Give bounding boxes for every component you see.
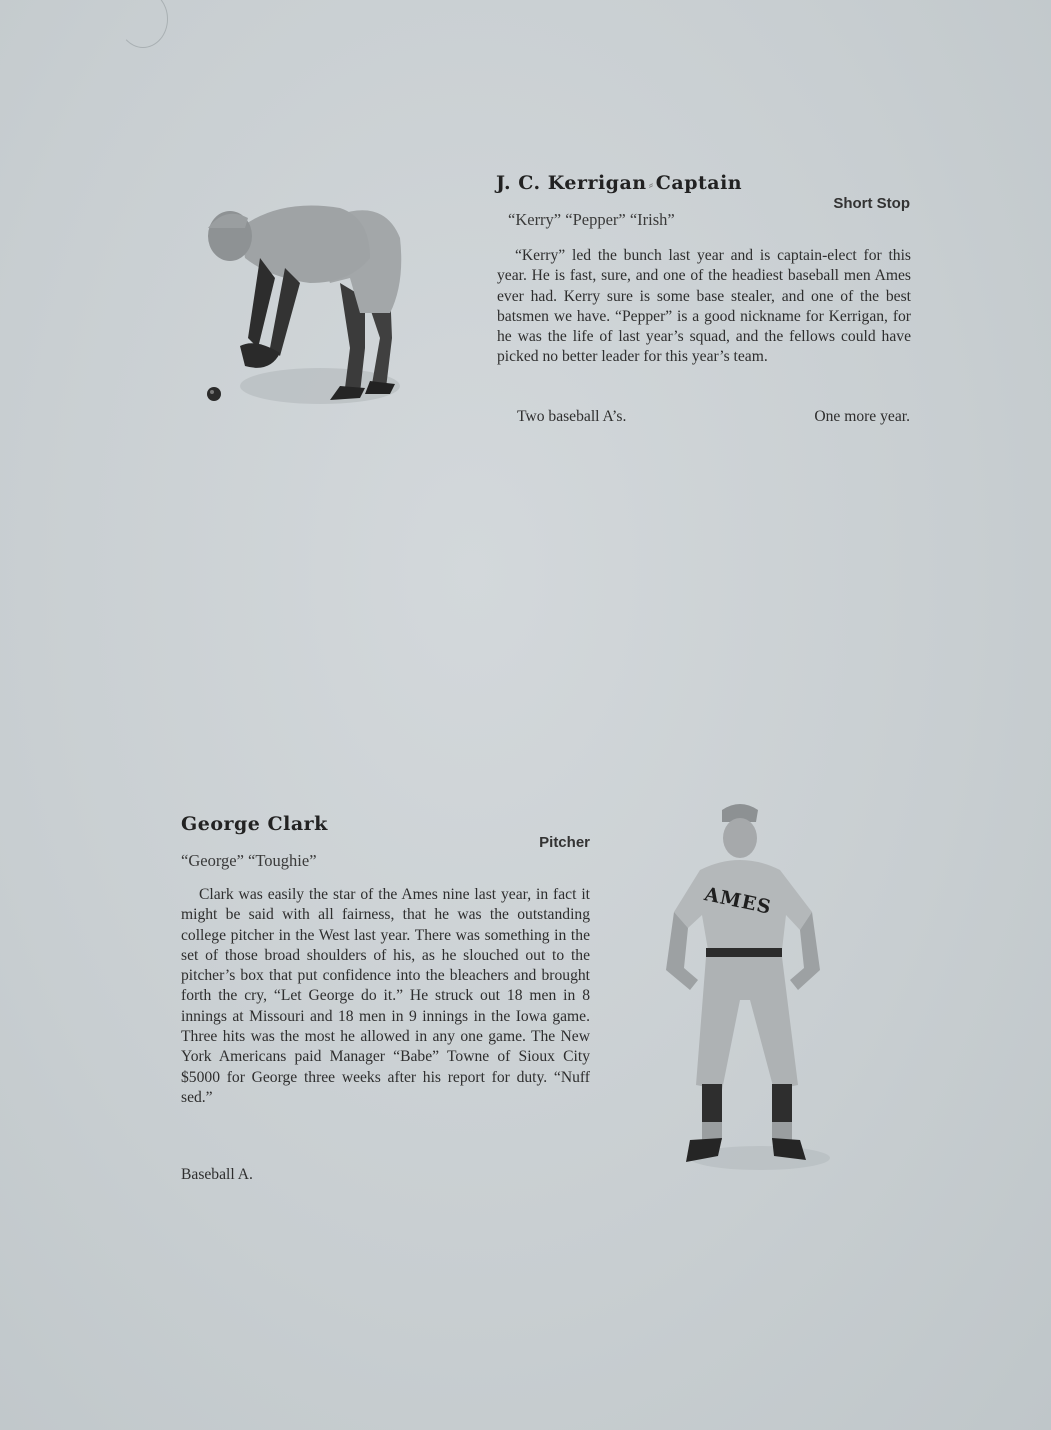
bio-kerrigan: “Kerry” led the bunch last year and is captain-elect for this year. He is fast, sure, and one of the headiest baseball men Ames ever had. Kerry sure is some base stealer, and one of the best batsmen we have. “Pepper” is a good nickname for Kerrigan, for he was the life of last year’s squad, and the fellows could have picked no better leader for this year’s team. [497, 247, 911, 366]
letters-clark: Baseball A. [181, 1166, 253, 1183]
fielder-crouching-photo [200, 188, 410, 416]
name-separator: ⸗ [648, 177, 654, 193]
jersey-lettering: AMES [702, 883, 774, 919]
position-label-kerrigan: Short Stop [833, 195, 910, 212]
nicknames-clark: “George” “Toughie” [181, 851, 317, 870]
position-label-clark: Pitcher [539, 834, 590, 851]
player-name-kerrigan: J. C. Kerrigan ⸗ Captain [496, 172, 743, 194]
letters-kerrigan: Two baseball A’s. [517, 408, 627, 425]
player-name-clark: George Clark [181, 813, 328, 835]
nicknames-kerrigan: “Kerry” “Pepper” “Irish” [508, 210, 675, 229]
pitcher-standing-photo [660, 800, 830, 1178]
bio-clark: Clark was easily the star of the Ames nine last year, in fact it might be said with all fairness, that he was the outstanding college pitcher in the West last year. There was something in the set of those broad shoulders of his, as he slouched out to the pitcher’s box that put confidence into the bleachers and brought forth the cry, “Let George do it.” He struck out 18 men in 8 innings at Missouri and 18 men in 9 innings in the Iowa game. Three hits was the most he allowed in any one game. The New York Americans paid Manager “Babe” Towne of Sioux City $5000 for George three weeks after his report for duty. “Nuff sed.” [181, 886, 590, 1106]
remaining-years-kerrigan: One more year. [814, 408, 910, 425]
